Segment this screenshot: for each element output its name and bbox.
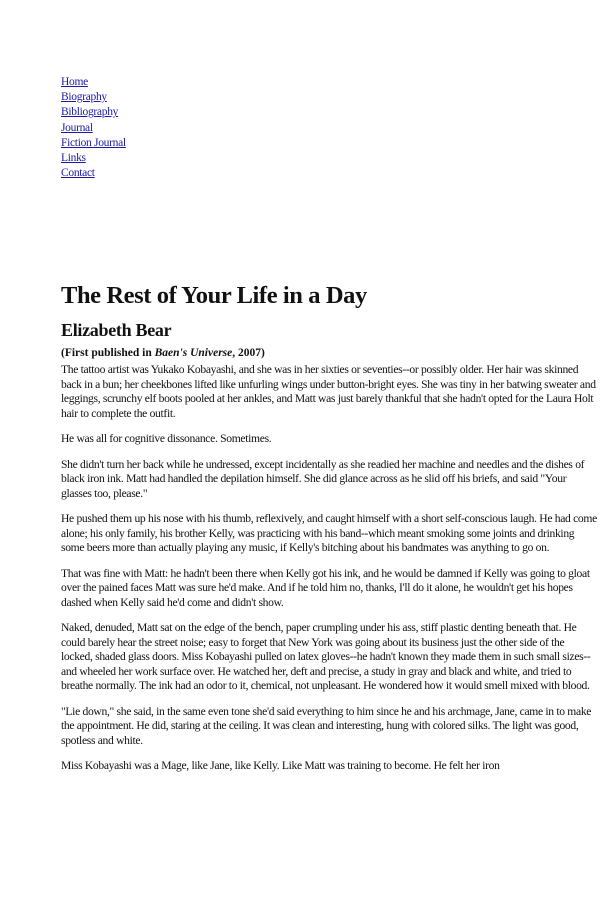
- story-paragraph: "Lie down," she said, in the same even tone she'd said everything to him since he and his archmage, Jane, came in to make the appointment. He did, staring at the ceiling. It was clean and interesting, hung with colored silks. The light was good, spotless and white.: [61, 704, 592, 747]
- nav-link-home[interactable]: Home: [61, 76, 88, 88]
- publication-note-prefix: (First published in: [61, 347, 155, 359]
- story-paragraph: The tattoo artist was Yukako Kobayashi, and she was in her sixties or seventies--or possibly older. Her hair was skinned back in a bun; her cheekbones lifted like unfurling wings under button-bright eyes. She was tiny in her batwing sweater and leggings, scrunchy elf boots pooled at her ankles, and Matt was just barely thankful that she hadn't opted for the Laura Holt hair to complete the outfit.: [61, 363, 596, 420]
- story-paragraph: Naked, denuded, Matt sat on the edge of the bench, paper crumpling under his ass, stiff plastic denting beneath that. He could barely hear the street noise; easy to forget that New York was going about its business just the other side of the locked, shaded glass doors. Miss Kobayashi pulled on latex gloves--he hadn't known they made them in such small sizes--and wheeled her work surface over. He watched her, deft and precise, a study in gray and black and white, and tried to breathe normally. The ink had an odor to it, chemical, not unpleasant. He wondered how it would smell mixed with blood.: [61, 621, 591, 692]
- story-paragraph: That was fine with Matt: he hadn't been there when Kelly got his ink, and he would be damned if Kelly was going to gloat over the pained faces Matt was sure he'd make. And if he told him no, thanks, I'll do it alone, he wouldn't get his hopes dashed when Kelly said he'd come and didn't show.: [61, 566, 590, 609]
- publication-note: [61, 346, 598, 360]
- story-content: [61, 281, 598, 774]
- nav-link-biography[interactable]: Biography: [61, 91, 107, 104]
- publication-magazine: Baen's Universe: [154, 347, 233, 359]
- story-paragraph: He was all for cognitive dissonance. Sometimes.: [61, 432, 272, 445]
- story-paragraph: She didn't turn her back while he undressed, except incidentally as she readied her machine and needles and the dishes of black iron ink. Matt had handled the depilation himself. She did glance across as he slid off his briefs, and said "Your glasses too, please.": [61, 457, 585, 500]
- site-nav: [61, 75, 126, 181]
- story-title: The Rest of Your Life in a Day: [61, 282, 367, 309]
- nav-link-journal[interactable]: Journal: [61, 121, 93, 134]
- story-author: Elizabeth Bear: [61, 320, 172, 340]
- nav-link-links[interactable]: Links: [61, 152, 86, 165]
- story-paragraph: He pushed them up his nose with his thumb, reflexively, and caught himself with a short self-conscious laugh. He had come alone; his only family, his brother Kelly, was practicing with his band--which meant smoking some joints and drinking some beers more than actually playing any music, if Kelly's bitching about his bandmates was anything to go on.: [61, 512, 597, 554]
- nav-link-bibliography[interactable]: Bibliography: [61, 106, 119, 119]
- nav-link-contact[interactable]: Contact: [61, 167, 95, 180]
- nav-link-fiction-journal[interactable]: Fiction Journal: [61, 136, 126, 149]
- story-paragraph: Miss Kobayashi was a Mage, like Jane, like Kelly. Like Matt was training to become. He felt her iron: [61, 759, 500, 772]
- publication-note-suffix: , 2007): [232, 347, 265, 359]
